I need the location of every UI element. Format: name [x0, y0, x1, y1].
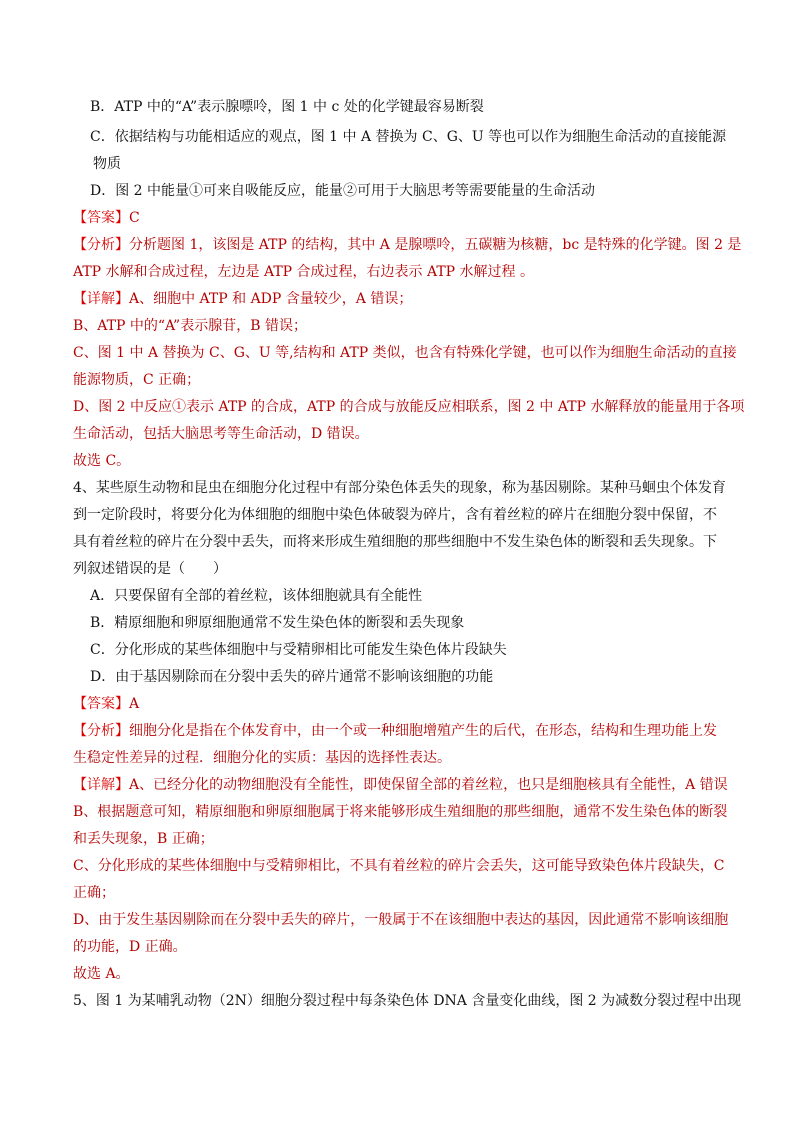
analysis-tag: 【分析】	[73, 237, 129, 253]
q4-detail-line-3: 和丢失现象，B 正确；	[73, 831, 214, 847]
q4-stem-line-4: 列叙述错误的是（ ）	[73, 561, 227, 577]
q5-stem-line-1: 5、图 1 为某哺乳动物（2N）细胞分裂过程中每条染色体 DNA 含量变化曲线，图 2 为减数分裂过程中出现	[73, 993, 742, 1009]
answer-value: C	[129, 210, 140, 226]
q4-answer	[73, 694, 721, 714]
detail-text: A、已经分化的动物细胞没有全能性，即使保留全部的着丝粒，也只是细胞核具有全能性，A 错误	[129, 777, 728, 793]
q3-conclusion: 故选 C。	[73, 453, 131, 469]
q3-detail-line-3: C、图 1 中 A 替换为 C、G、U 等,结构和 ATP 类似，也含有特殊化学键，也可以作为细胞生命活动的直接	[73, 345, 737, 361]
q4-detail-line-7: 的功能，D 正确。	[73, 939, 187, 955]
q3-analysis-line-1	[73, 235, 742, 255]
detail-tag: 【详解】	[73, 777, 129, 793]
analysis-text: 分析题图 1，该图是 ATP 的结构，其中 A 是腺嘌呤，五碳糖为核糖，bc 是特殊的化学键。图 2 是	[129, 237, 742, 253]
q4-stem-line-3: 具有着丝粒的碎片在分裂中丢失，而将来形成生殖细胞的那些细胞中不发生染色体的断裂和丢失现象。下	[73, 534, 717, 550]
q3-option-d: D．图 2 中能量①可来自吸能反应，能量②可用于大脑思考等需要能量的生命活动	[90, 183, 596, 199]
q3-answer	[73, 208, 721, 228]
q4-analysis-line-2: 生稳定性差异的过程．细胞分化的实质：基因的选择性表达。	[73, 750, 451, 766]
q4-stem-line-2: 到一定阶段时，将要分化为体细胞的细胞中染色体破裂为碎片，含有着丝粒的碎片在细胞分裂中保留，不	[73, 507, 717, 523]
answer-tag: 【答案】	[73, 696, 129, 712]
detail-text: A、细胞中 ATP 和 ADP 含量较少，A 错误；	[129, 291, 413, 307]
q3-detail-line-5: D、图 2 中反应①表示 ATP 的合成，ATP 的合成与放能反应相联系，图 2 中 ATP 水解释放的能量用于各项	[73, 399, 745, 415]
q4-option-b: B．精原细胞和卵原细胞通常不发生染色体的断裂和丢失现象	[90, 615, 465, 631]
q3-detail-line-2: B、ATP 中的“A”表示腺苷，B 错误；	[73, 318, 307, 334]
q3-analysis-line-2: ATP 水解和合成过程，左边是 ATP 合成过程，右边表示 ATP 水解过程 。	[73, 264, 535, 280]
q4-detail-line-1	[73, 775, 728, 795]
q3-detail-line-6: 生命活动，包括大脑思考等生命活动，D 错误。	[73, 426, 369, 442]
q4-stem-line-1: 4、某些原生动物和昆虫在细胞分化过程中有部分染色体丢失的现象，称为基因剔除。某种马蛔虫个体发育	[73, 480, 726, 496]
answer-value: A	[129, 696, 140, 712]
analysis-text: 细胞分化是指在个体发育中，由一个或一种细胞增殖产生的后代，在形态，结构和生理功能上发	[129, 723, 717, 739]
q3-option-c-line-2: 物质	[93, 156, 121, 172]
q4-option-a: A．只要保留有全部的着丝粒，该体细胞就具有全能性	[90, 588, 423, 604]
q4-option-d: D．由于基因剔除而在分裂中丢失的碎片通常不影响该细胞的功能	[90, 669, 494, 685]
q3-option-b: B．ATP 中的“A”表示腺嘌呤，图 1 中 c 处的化学键最容易断裂	[90, 99, 484, 115]
q3-detail-line-4: 能源物质，C 正确；	[73, 372, 201, 388]
analysis-tag: 【分析】	[73, 723, 129, 739]
q4-conclusion: 故选 A。	[73, 966, 130, 982]
q3-detail-line-1	[73, 289, 721, 309]
q3-option-c-line-1: C．依据结构与功能相适应的观点，图 1 中 A 替换为 C、G、U 等也可以作为细胞生命活动的直接能源	[90, 129, 727, 145]
q4-detail-line-4: C、分化形成的某些体细胞中与受精卵相比，不具有着丝粒的碎片会丢失，这可能导致染色体片段缺失，C	[73, 858, 725, 874]
q4-option-c: C．分化形成的某些体细胞中与受精卵相比可能发生染色体片段缺失	[90, 642, 507, 658]
q4-detail-line-6: D、由于发生基因剔除而在分裂中丢失的碎片，一般属于不在该细胞中表达的基因，因此通常不影响该细胞	[73, 912, 729, 928]
q4-analysis-line-1	[73, 721, 721, 741]
q4-detail-line-2: B、根据题意可知，精原细胞和卵原细胞属于将来能够形成生殖细胞的那些细胞，通常不发生染色体的断裂	[73, 804, 728, 820]
answer-tag: 【答案】	[73, 210, 129, 226]
q4-detail-line-5: 正确；	[73, 885, 115, 901]
detail-tag: 【详解】	[73, 291, 129, 307]
